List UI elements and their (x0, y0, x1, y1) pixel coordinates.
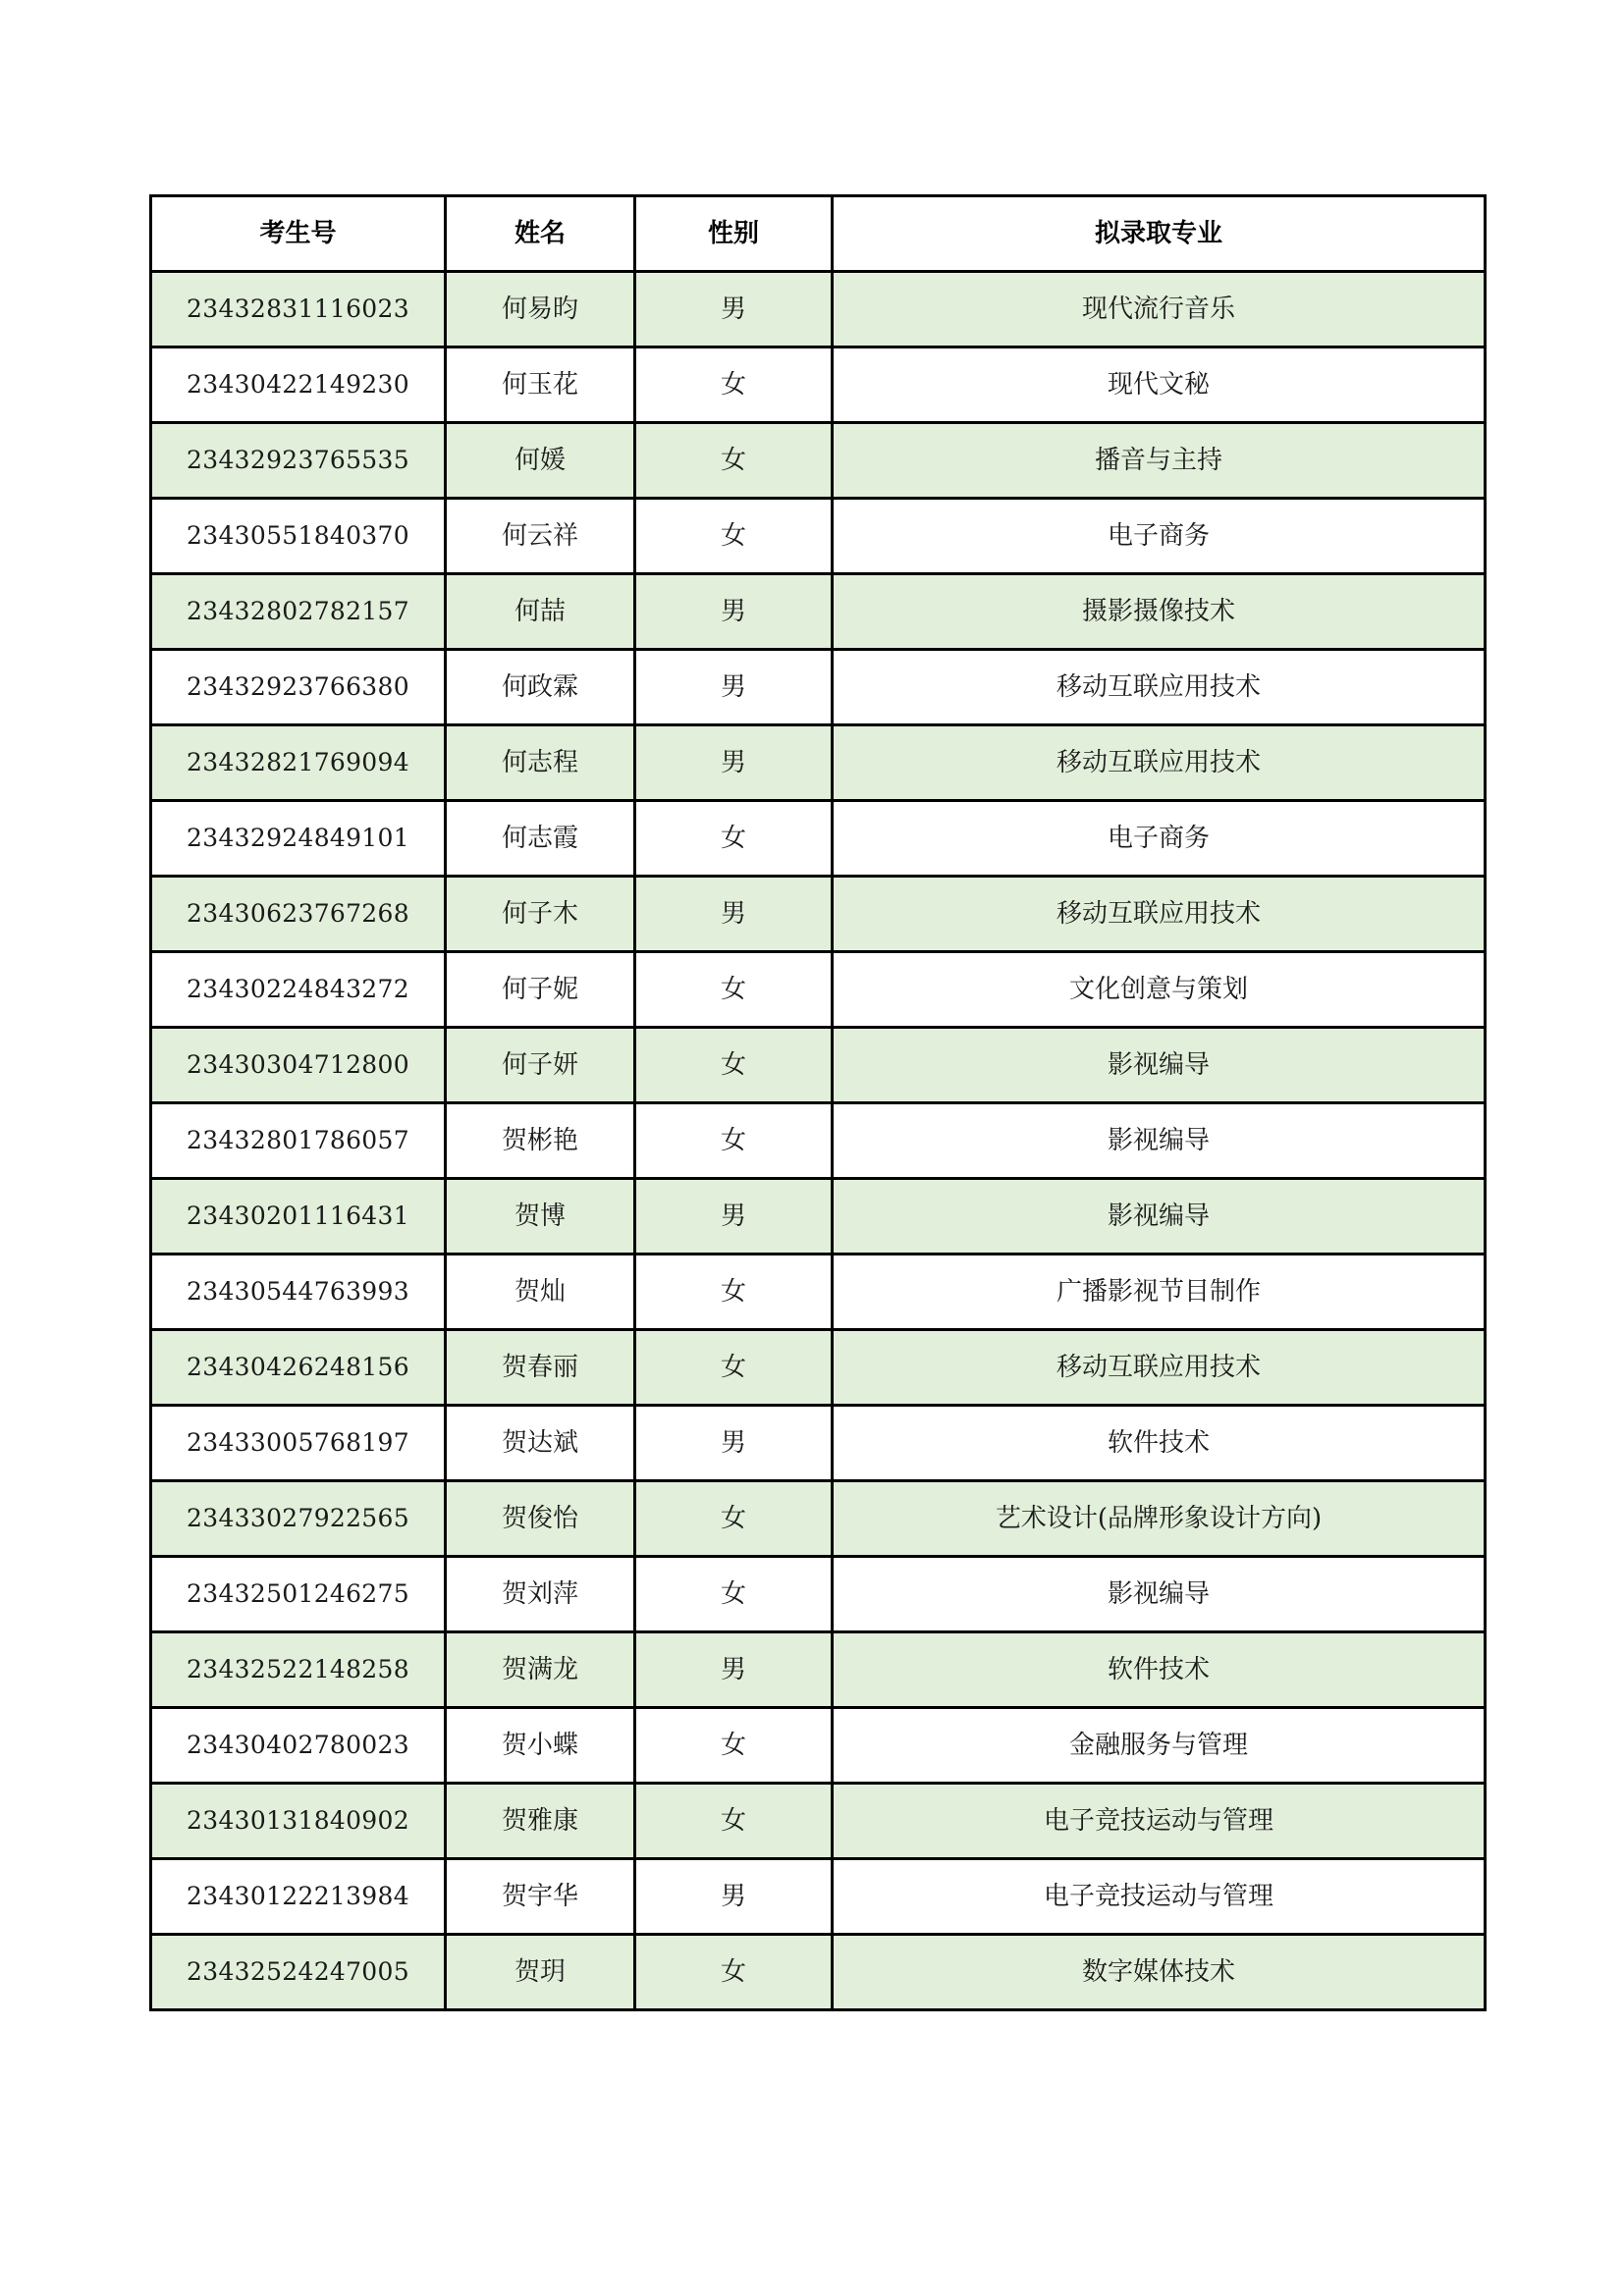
student-name-cell: 贺达斌 (446, 1406, 635, 1481)
major-cell: 移动互联应用技术 (833, 650, 1486, 725)
gender-cell: 男 (635, 725, 833, 801)
header-row (151, 196, 1486, 272)
exam-id-cell: 23432522148258 (151, 1632, 446, 1708)
exam-id-cell: 23430201116431 (151, 1179, 446, 1255)
gender-cell: 男 (635, 1632, 833, 1708)
student-name-cell: 何政霖 (446, 650, 635, 725)
student-name-cell: 何媛 (446, 423, 635, 499)
exam-id-cell: 23430422149230 (151, 347, 446, 423)
student-name-cell: 何云祥 (446, 499, 635, 574)
gender-cell: 女 (635, 1255, 833, 1330)
exam-id-cell: 23432831116023 (151, 272, 446, 347)
exam-id-cell: 23430426248156 (151, 1330, 446, 1406)
header-major: 拟录取专业 (833, 196, 1486, 272)
table-row (151, 1255, 1486, 1330)
major-cell: 移动互联应用技术 (833, 1330, 1486, 1406)
student-name-cell: 贺满龙 (446, 1632, 635, 1708)
student-name-cell: 贺俊怡 (446, 1481, 635, 1557)
table-row (151, 1632, 1486, 1708)
student-name-cell: 贺春丽 (446, 1330, 635, 1406)
major-cell: 广播影视节目制作 (833, 1255, 1486, 1330)
major-cell: 移动互联应用技术 (833, 877, 1486, 952)
student-name-cell: 贺彬艳 (446, 1103, 635, 1179)
student-name-cell: 何喆 (446, 574, 635, 650)
exam-id-cell: 23430304712800 (151, 1028, 446, 1103)
exam-id-cell: 23432802782157 (151, 574, 446, 650)
gender-cell: 女 (635, 1935, 833, 2010)
table-row (151, 1330, 1486, 1406)
table-row (151, 574, 1486, 650)
table-row (151, 272, 1486, 347)
table-row (151, 1859, 1486, 1935)
table-row (151, 801, 1486, 877)
gender-cell: 女 (635, 1708, 833, 1784)
exam-id-cell: 23432801786057 (151, 1103, 446, 1179)
major-cell: 摄影摄像技术 (833, 574, 1486, 650)
major-cell: 电子竞技运动与管理 (833, 1859, 1486, 1935)
table-row (151, 1708, 1486, 1784)
major-cell: 移动互联应用技术 (833, 725, 1486, 801)
exam-id-cell: 23430623767268 (151, 877, 446, 952)
major-cell: 文化创意与策划 (833, 952, 1486, 1028)
gender-cell: 女 (635, 499, 833, 574)
table-row (151, 725, 1486, 801)
table-row (151, 1784, 1486, 1859)
table-row (151, 1179, 1486, 1255)
table-row (151, 347, 1486, 423)
major-cell: 艺术设计(品牌形象设计方向) (833, 1481, 1486, 1557)
major-cell: 电子商务 (833, 801, 1486, 877)
exam-id-cell: 23430402780023 (151, 1708, 446, 1784)
major-cell: 电子商务 (833, 499, 1486, 574)
gender-cell: 男 (635, 650, 833, 725)
gender-cell: 女 (635, 1784, 833, 1859)
table-row (151, 1557, 1486, 1632)
exam-id-cell: 23432501246275 (151, 1557, 446, 1632)
gender-cell: 男 (635, 1859, 833, 1935)
major-cell: 现代流行音乐 (833, 272, 1486, 347)
major-cell: 播音与主持 (833, 423, 1486, 499)
table-row (151, 423, 1486, 499)
gender-cell: 男 (635, 877, 833, 952)
student-name-cell: 贺宇华 (446, 1859, 635, 1935)
major-cell: 电子竞技运动与管理 (833, 1784, 1486, 1859)
exam-id-cell: 23432821769094 (151, 725, 446, 801)
admission-list-table (149, 194, 1487, 2011)
major-cell: 影视编导 (833, 1103, 1486, 1179)
exam-id-cell: 23430551840370 (151, 499, 446, 574)
exam-id-cell: 23433005768197 (151, 1406, 446, 1481)
student-name-cell: 贺博 (446, 1179, 635, 1255)
gender-cell: 男 (635, 1179, 833, 1255)
exam-id-cell: 23433027922565 (151, 1481, 446, 1557)
major-cell: 现代文秘 (833, 347, 1486, 423)
student-name-cell: 何子妮 (446, 952, 635, 1028)
table-row (151, 1481, 1486, 1557)
student-name-cell: 贺小蝶 (446, 1708, 635, 1784)
student-name-cell: 何志程 (446, 725, 635, 801)
exam-id-cell: 23430131840902 (151, 1784, 446, 1859)
header-gender: 性别 (635, 196, 833, 272)
exam-id-cell: 23432924849101 (151, 801, 446, 877)
gender-cell: 女 (635, 423, 833, 499)
student-name-cell: 何子木 (446, 877, 635, 952)
exam-id-cell: 23432524247005 (151, 1935, 446, 2010)
major-cell: 金融服务与管理 (833, 1708, 1486, 1784)
table-row (151, 1935, 1486, 2010)
table-body (151, 272, 1486, 2010)
table-row (151, 877, 1486, 952)
major-cell: 软件技术 (833, 1406, 1486, 1481)
student-name-cell: 何子妍 (446, 1028, 635, 1103)
student-name-cell: 贺刘萍 (446, 1557, 635, 1632)
major-cell: 影视编导 (833, 1028, 1486, 1103)
table-row (151, 1406, 1486, 1481)
exam-id-cell: 23432923765535 (151, 423, 446, 499)
exam-id-cell: 23430122213984 (151, 1859, 446, 1935)
student-name-cell: 何易昀 (446, 272, 635, 347)
gender-cell: 女 (635, 801, 833, 877)
table-row (151, 952, 1486, 1028)
table-header (151, 196, 1486, 272)
gender-cell: 男 (635, 1406, 833, 1481)
major-cell: 影视编导 (833, 1557, 1486, 1632)
major-cell: 软件技术 (833, 1632, 1486, 1708)
table-row (151, 650, 1486, 725)
gender-cell: 男 (635, 272, 833, 347)
gender-cell: 女 (635, 1103, 833, 1179)
gender-cell: 女 (635, 1557, 833, 1632)
gender-cell: 女 (635, 1481, 833, 1557)
table-row (151, 1028, 1486, 1103)
student-name-cell: 何玉花 (446, 347, 635, 423)
table-row (151, 499, 1486, 574)
gender-cell: 女 (635, 347, 833, 423)
header-exam-id: 考生号 (151, 196, 446, 272)
student-name-cell: 贺灿 (446, 1255, 635, 1330)
student-name-cell: 何志霞 (446, 801, 635, 877)
exam-id-cell: 23432923766380 (151, 650, 446, 725)
header-name: 姓名 (446, 196, 635, 272)
gender-cell: 女 (635, 1028, 833, 1103)
exam-id-cell: 23430544763993 (151, 1255, 446, 1330)
exam-id-cell: 23430224843272 (151, 952, 446, 1028)
student-name-cell: 贺雅康 (446, 1784, 635, 1859)
table-row (151, 1103, 1486, 1179)
major-cell: 数字媒体技术 (833, 1935, 1486, 2010)
student-name-cell: 贺玥 (446, 1935, 635, 2010)
gender-cell: 男 (635, 574, 833, 650)
gender-cell: 女 (635, 952, 833, 1028)
gender-cell: 女 (635, 1330, 833, 1406)
major-cell: 影视编导 (833, 1179, 1486, 1255)
